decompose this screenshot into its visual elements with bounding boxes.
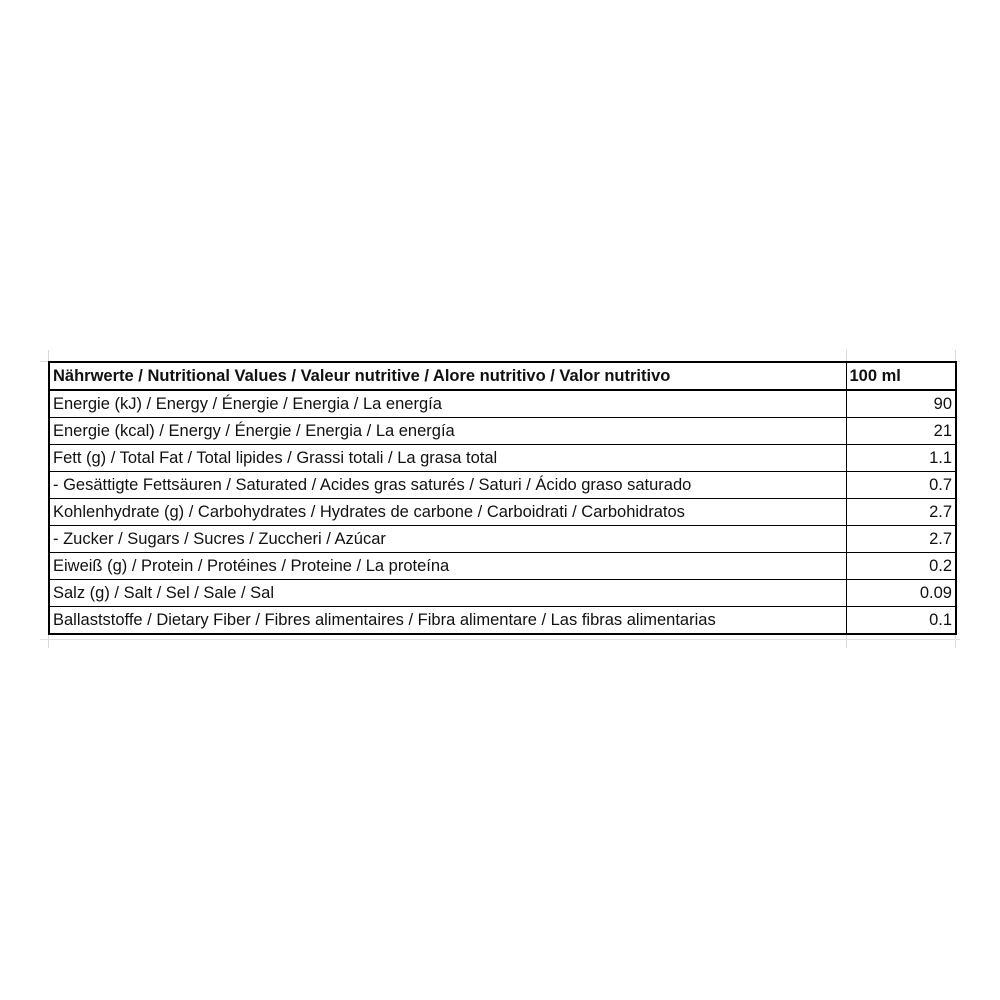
nutrient-label-cell[interactable]: Ballaststoffe / Dietary Fiber / Fibres alimentaires / Fibra alimentare / Las fibras alimentarias [49, 607, 846, 635]
nutrient-value-cell[interactable]: 2.7 [846, 499, 956, 526]
nutrient-value-cell[interactable]: 1.1 [846, 445, 956, 472]
nutrient-value-cell[interactable]: 21 [846, 418, 956, 445]
sheet-gridline [40, 639, 960, 640]
nutrient-label-cell[interactable]: Salz (g) / Salt / Sel / Sale / Sal [49, 580, 846, 607]
nutrient-label-cell[interactable]: Eiweiß (g) / Protein / Protéines / Proteine / La proteína [49, 553, 846, 580]
nutrient-label-cell[interactable]: Fett (g) / Total Fat / Total lipides / Grassi totali / La grasa total [49, 445, 846, 472]
nutrient-label-cell[interactable]: - Zucker / Sugars / Sucres / Zuccheri / Azúcar [49, 526, 846, 553]
nutrient-value-cell[interactable]: 0.1 [846, 607, 956, 635]
nutrient-label-cell[interactable]: Energie (kcal) / Energy / Énergie / Energia / La energía [49, 418, 846, 445]
nutrient-label-cell[interactable]: Kohlenhydrate (g) / Carbohydrates / Hydrates de carbone / Carboidrati / Carbohidratos [49, 499, 846, 526]
table-row [49, 499, 956, 526]
nutrient-value-cell[interactable]: 90 [846, 390, 956, 418]
nutrition-table [48, 361, 957, 635]
nutrition-sheet [48, 361, 958, 635]
table-row [49, 445, 956, 472]
nutrient-value-cell[interactable]: 0.09 [846, 580, 956, 607]
nutrient-value-cell[interactable]: 0.7 [846, 472, 956, 499]
header-label-cell[interactable]: Nährwerte / Nutritional Values / Valeur nutritive / Alore nutritivo / Valor nutritivo [49, 362, 846, 390]
table-row [49, 607, 956, 635]
nutrient-label-cell[interactable]: - Gesättigte Fettsäuren / Saturated / Acides gras saturés / Saturi / Ácido graso saturado [49, 472, 846, 499]
header-value-cell[interactable]: 100 ml [846, 362, 956, 390]
nutrient-label-cell[interactable]: Energie (kJ) / Energy / Énergie / Energia / La energía [49, 390, 846, 418]
table-row [49, 472, 956, 499]
table-header-row [49, 362, 956, 390]
table-row [49, 580, 956, 607]
table-row [49, 390, 956, 418]
table-row [49, 418, 956, 445]
nutrient-value-cell[interactable]: 0.2 [846, 553, 956, 580]
nutrient-value-cell[interactable]: 2.7 [846, 526, 956, 553]
table-row [49, 553, 956, 580]
table-row [49, 526, 956, 553]
